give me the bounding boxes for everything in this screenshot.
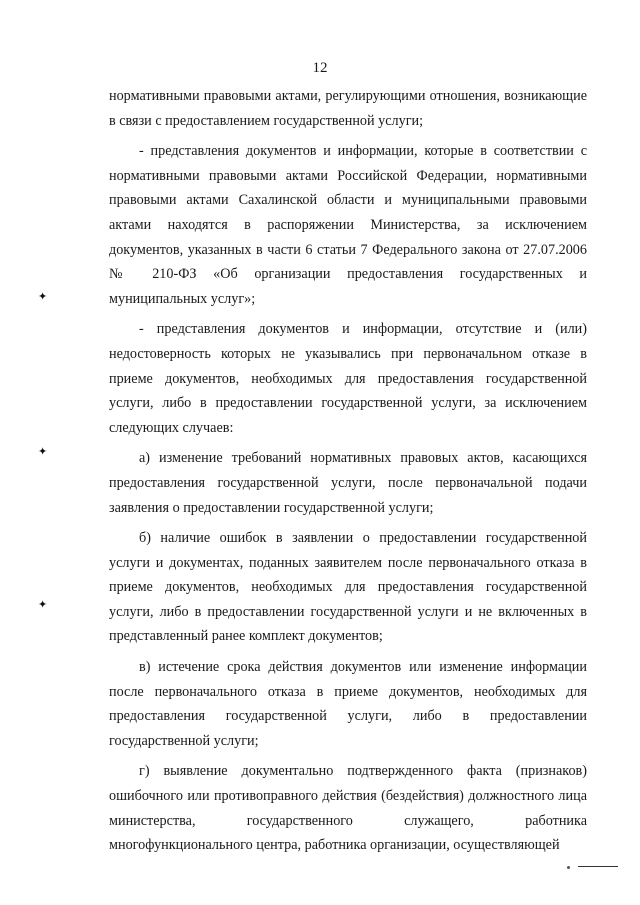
binding-hole-mark: ✦ [38,446,48,458]
scan-speck [567,866,570,869]
binding-hole-mark: ✦ [38,599,48,611]
paragraph-case-c: в) истечение срока действия документов или изменение информации после первоначального отказа в приеме документов, необходимых для предоставления государственной услуги, либо в предоставлении государственной услуги; [109,659,587,749]
paragraph-case-b: б) наличие ошибок в заявлении о предоставлении государственной услуги и документах, поданных заявителем после первоначального отказа в приеме документов, необходимых для предоставления государственной услуги, либо в предоставлении государственной услуги и не включенных в представленный ранее комплект документов; [109,530,587,645]
scan-dash-mark [578,866,618,867]
paragraph-case-d: г) выявление документально подтвержденного факта (признаков) ошибочного или противоправного действия (бездействия) должностного лица министерства, государственного служащего, работника многофункционального центра, работника организации, осуществляющей [109,763,587,854]
body-text [109,84,587,864]
binding-hole-mark: ✦ [38,291,48,303]
paragraph-case-a: а) изменение требований нормативных правовых актов, касающихся предоставления государственной услуги, после первоначальной подачи заявления о предоставлении государственной услуги; [109,450,587,516]
paragraph-documents-not-indicated: - представления документов и информации, отсутствие и (или) недостоверность которых не указывались при первоначальном отказе в приеме документов, необходимых для предоставления государственной услуги, либо в предоставлении государственной услуги, за исключением следующих случаев: [109,321,587,436]
paragraph-continuation: нормативными правовыми актами, регулирующими отношения, возникающие в связи с предоставлением государственной услуги; [109,88,587,129]
page-number: 12 [312,60,328,76]
paragraph-documents-in-ministry: - представления документов и информации, которые в соответствии с нормативными правовыми актами Российской Федерации, нормативными правовыми актами Сахалинской области и муниципальными правовыми актами находятся в распоряжении Министерства, за исключением документов, указанных в части 6 статьи 7 Федерального закона от 27.07.2006 № 210-ФЗ «Об организации предоставления государственных и муниципальных услуг»; [109,143,587,307]
